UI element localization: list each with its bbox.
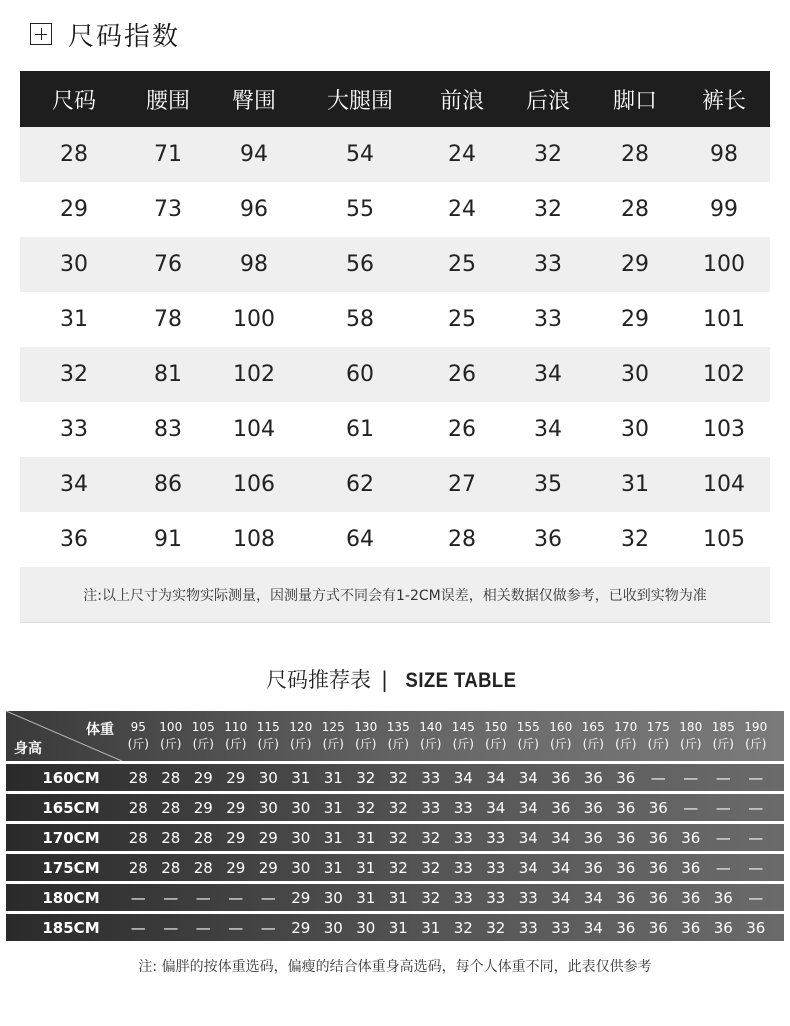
weight-column-header — [122, 711, 155, 761]
weight-value: 185 — [711, 720, 735, 734]
size-cell: 32 — [388, 828, 408, 847]
table-cell: 32 — [621, 527, 649, 552]
recommend-row — [6, 824, 784, 851]
size-cell: 36 — [616, 798, 636, 817]
table-cell: 76 — [154, 252, 182, 277]
size-cell: 29 — [226, 798, 246, 817]
weight-value: 140 — [419, 720, 443, 734]
table-cell: 32 — [60, 362, 88, 387]
table-cell: 27 — [448, 472, 476, 497]
recommend-row — [6, 914, 784, 941]
weight-column-header — [707, 711, 740, 761]
size-cell: 30 — [291, 828, 311, 847]
size-cell: 34 — [518, 798, 538, 817]
column-header: 尺码 — [51, 88, 96, 114]
table-row — [20, 347, 770, 402]
weight-value: 190 — [744, 720, 768, 734]
size-cell: 31 — [323, 858, 343, 877]
recommend-body — [6, 764, 784, 941]
table-cell: 108 — [233, 527, 275, 552]
table-cell: 25 — [448, 252, 476, 277]
table-cell: 34 — [534, 417, 562, 442]
size-cell: 28 — [128, 858, 148, 877]
table-cell: 36 — [534, 527, 562, 552]
table-cell: 81 — [154, 362, 182, 387]
size-cell: 36 — [648, 918, 668, 937]
size-cell: — — [260, 888, 276, 907]
size-cell: — — [228, 918, 244, 937]
size-cell: 31 — [356, 888, 376, 907]
weight-unit: (斤) — [225, 737, 247, 751]
size-cell: 29 — [291, 918, 311, 937]
plus-box-icon — [30, 23, 52, 45]
weight-value: 110 — [224, 720, 248, 734]
size-cell: 34 — [518, 828, 538, 847]
size-cell: — — [683, 768, 699, 787]
table-cell: 29 — [621, 252, 649, 277]
size-cell: 36 — [681, 858, 701, 877]
table-cell: 31 — [621, 472, 649, 497]
size-cell: 36 — [583, 768, 603, 787]
column-header: 臀围 — [231, 88, 276, 114]
size-cell: 28 — [161, 828, 181, 847]
weight-unit: (斤) — [355, 737, 377, 751]
table-cell: 102 — [233, 362, 275, 387]
height-cell: 165CM — [42, 798, 100, 817]
height-cell: 175CM — [42, 858, 100, 877]
weight-unit: (斤) — [290, 737, 312, 751]
weight-unit: (斤) — [745, 737, 767, 751]
size-cell: 34 — [551, 828, 571, 847]
table-cell: 103 — [703, 417, 745, 442]
table-cell: 28 — [621, 197, 649, 222]
size-cell: 33 — [453, 828, 473, 847]
size-cell: — — [195, 918, 211, 937]
weight-unit: (斤) — [712, 737, 734, 751]
size-cell: 30 — [323, 918, 343, 937]
table-cell: 61 — [346, 417, 374, 442]
table-cell: 33 — [60, 417, 88, 442]
recommend-row — [6, 764, 784, 791]
size-cell: — — [683, 798, 699, 817]
size-cell: 29 — [291, 888, 311, 907]
table-cell: 33 — [534, 252, 562, 277]
height-cell: 160CM — [42, 768, 100, 787]
size-cell: 36 — [713, 918, 733, 937]
size-cell: 32 — [388, 858, 408, 877]
size-cell: 36 — [616, 888, 636, 907]
size-cell: 29 — [258, 828, 278, 847]
size-cell: 34 — [486, 768, 506, 787]
table-row — [20, 402, 770, 457]
column-header: 裤长 — [701, 88, 746, 114]
height-cell: 180CM — [42, 888, 100, 907]
size-cell: 36 — [681, 828, 701, 847]
size-cell: 31 — [356, 828, 376, 847]
size-cell: — — [130, 918, 146, 937]
table-cell: 105 — [703, 527, 745, 552]
table-cell: 55 — [346, 197, 374, 222]
size-cell: 31 — [388, 918, 408, 937]
size-cell: 36 — [713, 888, 733, 907]
table-cell: 100 — [233, 307, 275, 332]
size-cell: 33 — [518, 888, 538, 907]
recommend-header-row — [6, 711, 784, 761]
weight-column-header — [187, 711, 220, 761]
size-cell: — — [748, 768, 764, 787]
table-cell: 30 — [60, 252, 88, 277]
size-cell: 36 — [616, 858, 636, 877]
size-cell: 33 — [453, 888, 473, 907]
column-header: 大腿围 — [326, 88, 393, 114]
table-cell: 28 — [621, 142, 649, 167]
size-chart-header-row — [20, 71, 770, 127]
weight-value: 150 — [484, 720, 508, 734]
recommend-row — [6, 794, 784, 821]
size-cell: 36 — [681, 918, 701, 937]
table-cell: 71 — [154, 142, 182, 167]
height-cell: 170CM — [42, 828, 100, 847]
height-axis-label: 身高 — [14, 741, 42, 757]
size-recommend-table — [6, 711, 784, 941]
size-cell: 32 — [486, 918, 506, 937]
weight-unit: (斤) — [127, 737, 149, 751]
table-cell: 64 — [346, 527, 374, 552]
size-cell: 29 — [226, 768, 246, 787]
size-cell: 32 — [421, 888, 441, 907]
weight-value: 160 — [549, 720, 573, 734]
size-cell: 33 — [453, 858, 473, 877]
size-cell: 36 — [681, 888, 701, 907]
weight-column-header — [155, 711, 188, 761]
size-cell: 34 — [583, 918, 603, 937]
table-row — [20, 292, 770, 347]
size-cell: 36 — [583, 828, 603, 847]
size-cell: — — [163, 918, 179, 937]
size-cell: 33 — [421, 798, 441, 817]
weight-column-header — [610, 711, 643, 761]
size-cell: 33 — [486, 828, 506, 847]
weight-value: 105 — [191, 720, 215, 734]
table-cell: 62 — [346, 472, 374, 497]
weight-column-header — [642, 711, 675, 761]
size-cell: 30 — [258, 768, 278, 787]
size-cell: 33 — [486, 888, 506, 907]
table-cell: 83 — [154, 417, 182, 442]
table-cell: 96 — [240, 197, 268, 222]
size-cell: 33 — [518, 918, 538, 937]
weight-value: 130 — [354, 720, 378, 734]
size-chart-note: 注:以上尺寸为实物实际测量，因测量方式不同会有1-2CM误差，相关数据仅做参考，已收到实物为准 — [20, 567, 770, 623]
weight-column-header — [350, 711, 383, 761]
weight-value: 145 — [451, 720, 475, 734]
size-cell: — — [748, 858, 764, 877]
table-cell: 24 — [448, 197, 476, 222]
size-cell: 36 — [616, 768, 636, 787]
size-cell: — — [715, 858, 731, 877]
size-cell: 30 — [323, 888, 343, 907]
weight-unit: (斤) — [615, 737, 637, 751]
size-cell: 28 — [161, 858, 181, 877]
size-cell: 33 — [421, 768, 441, 787]
table-cell: 100 — [703, 252, 745, 277]
table-cell: 101 — [703, 307, 745, 332]
size-cell: 33 — [453, 798, 473, 817]
table-cell: 91 — [154, 527, 182, 552]
weight-unit: (斤) — [420, 737, 442, 751]
size-cell: 36 — [616, 828, 636, 847]
table-cell: 56 — [346, 252, 374, 277]
size-cell: 34 — [518, 858, 538, 877]
size-cell: 30 — [258, 798, 278, 817]
size-cell: 36 — [616, 918, 636, 937]
column-header: 后浪 — [525, 88, 570, 114]
size-cell: 30 — [291, 858, 311, 877]
weight-column-header — [545, 711, 578, 761]
size-cell: 31 — [421, 918, 441, 937]
size-cell: 29 — [226, 828, 246, 847]
size-cell: 28 — [128, 828, 148, 847]
weight-unit: (斤) — [192, 737, 214, 751]
weight-value: 135 — [386, 720, 410, 734]
size-cell: 33 — [486, 858, 506, 877]
weight-column-header — [512, 711, 545, 761]
weight-value: 125 — [321, 720, 345, 734]
size-cell: — — [715, 798, 731, 817]
size-recommend-title-cn: 尺码推荐表 — [265, 668, 371, 692]
size-cell: 32 — [453, 918, 473, 937]
size-cell: — — [650, 768, 666, 787]
size-cell: — — [715, 768, 731, 787]
weight-unit: (斤) — [452, 737, 474, 751]
size-cell: 31 — [291, 768, 311, 787]
table-cell: 86 — [154, 472, 182, 497]
weight-column-header — [285, 711, 318, 761]
size-chart-body — [20, 127, 770, 567]
size-cell: 32 — [356, 768, 376, 787]
table-row — [20, 237, 770, 292]
table-cell: 94 — [240, 142, 268, 167]
size-cell: 34 — [486, 798, 506, 817]
table-cell: 34 — [534, 362, 562, 387]
size-cell: 28 — [128, 768, 148, 787]
weight-column-header — [220, 711, 253, 761]
size-cell: 36 — [746, 918, 766, 937]
table-cell: 32 — [534, 142, 562, 167]
size-cell: 31 — [323, 798, 343, 817]
table-cell: 24 — [448, 142, 476, 167]
table-cell: 104 — [233, 417, 275, 442]
weight-column-header — [740, 711, 773, 761]
weight-column-header — [382, 711, 415, 761]
size-cell: — — [748, 798, 764, 817]
size-cell: 36 — [583, 858, 603, 877]
size-cell: 29 — [193, 798, 213, 817]
table-cell: 30 — [621, 362, 649, 387]
weight-value: 175 — [646, 720, 670, 734]
size-cell: 36 — [648, 858, 668, 877]
size-cell: 34 — [453, 768, 473, 787]
size-cell: 36 — [648, 888, 668, 907]
weight-value: 100 — [159, 720, 183, 734]
size-chart-table — [20, 71, 770, 623]
table-cell: 99 — [710, 197, 738, 222]
table-cell: 25 — [448, 307, 476, 332]
table-cell: 29 — [60, 197, 88, 222]
table-cell: 35 — [534, 472, 562, 497]
size-cell: — — [748, 888, 764, 907]
size-cell: 28 — [193, 858, 213, 877]
size-cell: 32 — [356, 798, 376, 817]
table-cell: 34 — [60, 472, 88, 497]
table-cell: 106 — [233, 472, 275, 497]
weight-value: 165 — [581, 720, 605, 734]
table-cell: 30 — [621, 417, 649, 442]
size-cell: 32 — [388, 798, 408, 817]
weight-unit: (斤) — [582, 737, 604, 751]
weight-column-header — [415, 711, 448, 761]
weight-column-header — [447, 711, 480, 761]
size-cell: 28 — [161, 768, 181, 787]
table-cell: 78 — [154, 307, 182, 332]
size-cell: 30 — [356, 918, 376, 937]
size-cell: 28 — [128, 798, 148, 817]
table-row — [20, 127, 770, 182]
height-cell: 185CM — [42, 918, 100, 937]
weight-value: 180 — [679, 720, 703, 734]
size-cell: 31 — [323, 768, 343, 787]
size-cell: — — [748, 828, 764, 847]
weight-unit: (斤) — [387, 737, 409, 751]
size-cell: 34 — [583, 888, 603, 907]
weight-column-header — [317, 711, 350, 761]
weight-column-header — [480, 711, 513, 761]
size-cell: 33 — [551, 918, 571, 937]
size-cell: — — [260, 918, 276, 937]
size-cell: 32 — [388, 768, 408, 787]
size-cell: — — [195, 888, 211, 907]
size-recommend-title-en: SIZE TABLE — [405, 669, 517, 692]
size-recommend-title — [0, 664, 790, 694]
weight-unit: (斤) — [322, 737, 344, 751]
size-cell: — — [715, 828, 731, 847]
size-cell: 34 — [518, 768, 538, 787]
column-header: 前浪 — [439, 88, 484, 114]
table-cell: 60 — [346, 362, 374, 387]
table-cell: 29 — [621, 307, 649, 332]
size-cell: 34 — [551, 858, 571, 877]
weight-column-header — [577, 711, 610, 761]
recommend-corner-cell — [6, 711, 122, 761]
size-cell: 34 — [551, 888, 571, 907]
weight-unit: (斤) — [550, 737, 572, 751]
size-cell: 31 — [323, 828, 343, 847]
size-cell: 29 — [226, 858, 246, 877]
weight-unit: (斤) — [647, 737, 669, 751]
table-cell: 26 — [448, 362, 476, 387]
column-header: 脚口 — [612, 88, 657, 114]
weight-column-header — [252, 711, 285, 761]
weight-axis-label: 体重 — [86, 722, 114, 738]
size-cell: 36 — [551, 798, 571, 817]
recommend-note: 注: 偏胖的按体重选码，偏瘦的结合体重身高选码，每个人体重不同，此表仅供参考 — [138, 959, 652, 975]
size-cell: 29 — [193, 768, 213, 787]
table-cell: 98 — [710, 142, 738, 167]
weight-unit: (斤) — [680, 737, 702, 751]
table-cell: 36 — [60, 527, 88, 552]
size-cell: 36 — [648, 828, 668, 847]
table-cell: 31 — [60, 307, 88, 332]
section-title: 尺码指数 — [68, 21, 181, 52]
size-cell: 32 — [421, 858, 441, 877]
recommend-row — [6, 854, 784, 881]
table-cell: 32 — [534, 197, 562, 222]
table-cell: 98 — [240, 252, 268, 277]
size-cell: 36 — [551, 768, 571, 787]
table-row — [20, 457, 770, 512]
weight-column-header — [675, 711, 708, 761]
size-cell: — — [163, 888, 179, 907]
weight-value: 120 — [289, 720, 313, 734]
weight-value: 170 — [614, 720, 638, 734]
title-separator: | — [380, 668, 389, 692]
table-cell: 54 — [346, 142, 374, 167]
size-cell: 36 — [648, 798, 668, 817]
table-cell: 28 — [448, 527, 476, 552]
size-cell: — — [130, 888, 146, 907]
weight-value: 95 — [130, 720, 146, 734]
size-cell: 31 — [388, 888, 408, 907]
size-cell: 28 — [161, 798, 181, 817]
recommend-row — [6, 884, 784, 911]
size-cell: — — [228, 888, 244, 907]
weight-unit: (斤) — [257, 737, 279, 751]
table-cell: 33 — [534, 307, 562, 332]
table-row — [20, 182, 770, 237]
weight-unit: (斤) — [485, 737, 507, 751]
size-cell: 31 — [356, 858, 376, 877]
section-header — [30, 16, 180, 52]
size-cell: 28 — [193, 828, 213, 847]
weight-value: 155 — [516, 720, 540, 734]
weight-unit: (斤) — [160, 737, 182, 751]
table-cell: 26 — [448, 417, 476, 442]
table-cell: 104 — [703, 472, 745, 497]
weight-value: 115 — [256, 720, 280, 734]
size-cell: 30 — [291, 798, 311, 817]
table-cell: 102 — [703, 362, 745, 387]
size-cell: 36 — [583, 798, 603, 817]
table-cell: 28 — [60, 142, 88, 167]
table-row — [20, 512, 770, 567]
column-header: 腰围 — [145, 88, 190, 114]
table-cell: 58 — [346, 307, 374, 332]
weight-unit: (斤) — [517, 737, 539, 751]
size-cell: 29 — [258, 858, 278, 877]
size-cell: 32 — [421, 828, 441, 847]
table-cell: 73 — [154, 197, 182, 222]
